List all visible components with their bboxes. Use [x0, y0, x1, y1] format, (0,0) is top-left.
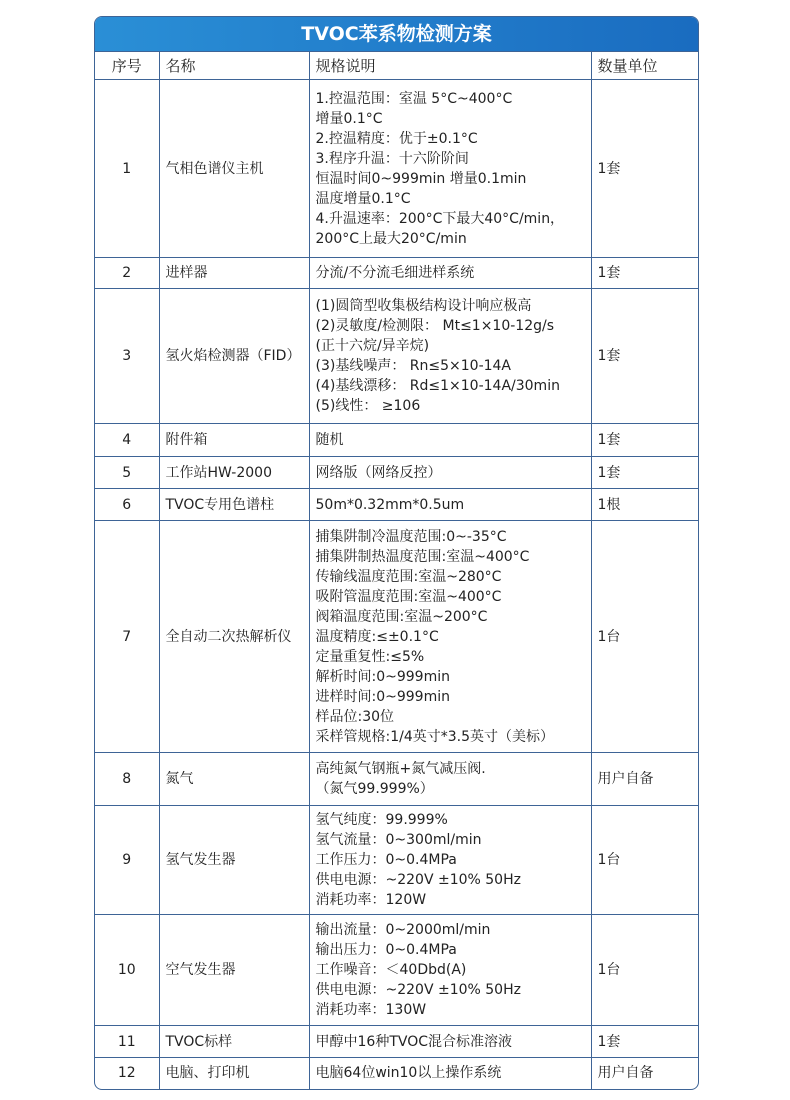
spec-line: 样品位:30位	[315, 708, 395, 725]
row-number: 5	[95, 457, 159, 489]
item-spec	[309, 1058, 591, 1089]
header-no: 序号	[95, 52, 159, 80]
spec-line: 消耗功率：130W	[315, 1002, 427, 1018]
row-number: 8	[95, 753, 159, 806]
item-quantity: 1套	[591, 457, 698, 489]
item-name: 附件箱	[159, 424, 309, 457]
row-number: 6	[95, 489, 159, 521]
spec-line: 输出流量：0~2000ml/min	[315, 922, 491, 938]
item-name: TVOC专用色谱柱	[159, 489, 309, 521]
spec-line: （氮气99.999%）	[315, 781, 434, 797]
spec-line: 1.控温范围：室温 5°C~400°C	[315, 90, 513, 107]
item-name: 电脑、打印机	[159, 1058, 309, 1089]
item-quantity: 用户自备	[591, 753, 698, 806]
spec-line: (2)灵敏度/检测限： Mt≤1×10-12g/s	[315, 318, 555, 334]
item-name: 气相色谱仪主机	[159, 80, 309, 258]
spec-line: 消耗功率：120W	[315, 892, 427, 908]
spec-line: 捕集阱制冷温度范围:0~-35°C	[315, 528, 507, 545]
spec-line: 解析时间:0~999min	[315, 668, 450, 685]
item-spec	[309, 424, 591, 457]
header-spec: 规格说明	[309, 52, 591, 80]
table-row	[95, 1026, 698, 1058]
spec-line: 阀箱温度范围:室温~200°C	[315, 608, 488, 625]
row-number: 1	[95, 80, 159, 258]
spec-line: 供电电源：~220V ±10% 50Hz	[315, 982, 521, 998]
spec-line: 温度精度:≤±0.1°C	[315, 628, 439, 645]
spec-line: 工作压力：0~0.4MPa	[315, 852, 457, 868]
spec-line: 网络版（网络反控）	[315, 464, 442, 481]
row-number: 11	[95, 1026, 159, 1058]
item-quantity: 1套	[591, 80, 698, 258]
item-quantity: 1根	[591, 489, 698, 521]
row-number: 4	[95, 424, 159, 457]
row-number: 3	[95, 289, 159, 424]
spec-line: 采样管规格:1/4英寸*3.5英寸（美标）	[315, 728, 555, 745]
table-row	[95, 753, 698, 806]
item-spec	[309, 258, 591, 289]
table-row	[95, 289, 698, 424]
spec-line: 氢气流量：0~300ml/min	[315, 832, 482, 848]
item-name: 空气发生器	[159, 915, 309, 1026]
item-name: 氮气	[159, 753, 309, 806]
spec-line: 4.升温速率：200°C下最大40°C/min，	[315, 210, 565, 227]
item-quantity: 用户自备	[591, 1058, 698, 1089]
spec-line: 进样时间:0~999min	[315, 688, 450, 705]
table-row	[95, 80, 698, 258]
spec-line: 甲醇中16种TVOC混合标准溶液	[315, 1033, 512, 1050]
item-spec	[309, 806, 591, 915]
item-name: 工作站HW-2000	[159, 457, 309, 489]
spec-line: (5)线性： ≥106	[315, 398, 421, 414]
table-row	[95, 1058, 698, 1089]
spec-line: 随机	[315, 432, 344, 448]
table-row	[95, 806, 698, 915]
item-name: 进样器	[159, 258, 309, 289]
item-name: 氢气发生器	[159, 806, 309, 915]
item-name: 氢火焰检测器（FID）	[159, 289, 309, 424]
spec-line: 供电电源：~220V ±10% 50Hz	[315, 872, 521, 888]
item-spec	[309, 80, 591, 258]
item-spec	[309, 289, 591, 424]
item-quantity: 1套	[591, 258, 698, 289]
item-spec	[309, 521, 591, 753]
item-spec	[309, 915, 591, 1026]
scheme-table	[95, 51, 698, 1089]
item-quantity: 1套	[591, 1026, 698, 1058]
item-spec	[309, 457, 591, 489]
item-quantity: 1套	[591, 289, 698, 424]
row-number: 12	[95, 1058, 159, 1089]
scheme-table-container	[94, 16, 699, 1090]
table-row	[95, 915, 698, 1026]
spec-line: (1)圆筒型收集极结构设计响应极高	[315, 298, 532, 314]
spec-line: (3)基线噪声： Rn≤5×10-14A	[315, 358, 512, 374]
item-quantity: 1台	[591, 521, 698, 753]
spec-line: 恒温时间0~999min 增量0.1min	[315, 170, 527, 187]
spec-line: 工作噪音：＜40Dbd(A)	[315, 962, 467, 978]
table-row	[95, 521, 698, 753]
item-spec	[309, 753, 591, 806]
spec-line: 吸附管温度范围:室温~400°C	[315, 588, 502, 605]
spec-line: 氢气纯度：99.999%	[315, 812, 448, 828]
spec-line: 温度增量0.1°C	[315, 190, 411, 207]
header-name: 名称	[159, 52, 309, 80]
spec-line: (4)基线漂移： Rd≤1×10-14A/30min	[315, 378, 560, 394]
row-number: 9	[95, 806, 159, 915]
spec-line: 传输线温度范围:室温~280°C	[315, 568, 502, 585]
spec-line: (正十六烷/异辛烷)	[315, 338, 430, 354]
table-header-row	[95, 52, 698, 80]
row-number: 2	[95, 258, 159, 289]
spec-line: 增量0.1°C	[315, 110, 383, 127]
item-quantity: 1台	[591, 806, 698, 915]
spec-line: 电脑64位win10以上操作系统	[315, 1065, 502, 1082]
spec-line: 200°C上最大20°C/min	[315, 230, 467, 247]
item-quantity: 1台	[591, 915, 698, 1026]
table-row	[95, 424, 698, 457]
row-number: 7	[95, 521, 159, 753]
table-title: TVOC苯系物检测方案	[95, 17, 698, 51]
spec-line: 分流/不分流毛细进样系统	[315, 265, 475, 281]
spec-line: 3.程序升温：十六阶阶间	[315, 150, 469, 167]
spec-line: 2.控温精度：优于±0.1°C	[315, 130, 478, 147]
spec-line: 50m*0.32mm*0.5um	[315, 496, 465, 513]
spec-line: 定量重复性:≤5%	[315, 648, 425, 665]
table-row	[95, 489, 698, 521]
item-spec	[309, 1026, 591, 1058]
spec-line: 输出压力：0~0.4MPa	[315, 942, 457, 958]
item-name: 全自动二次热解析仪	[159, 521, 309, 753]
table-row	[95, 258, 698, 289]
row-number: 10	[95, 915, 159, 1026]
header-qty: 数量单位	[591, 52, 698, 80]
item-spec	[309, 489, 591, 521]
spec-line: 高纯氮气钢瓶+氮气减压阀.	[315, 761, 486, 777]
spec-line: 捕集阱制热温度范围:室温~400°C	[315, 548, 530, 565]
table-row	[95, 457, 698, 489]
item-name: TVOC标样	[159, 1026, 309, 1058]
item-quantity: 1套	[591, 424, 698, 457]
